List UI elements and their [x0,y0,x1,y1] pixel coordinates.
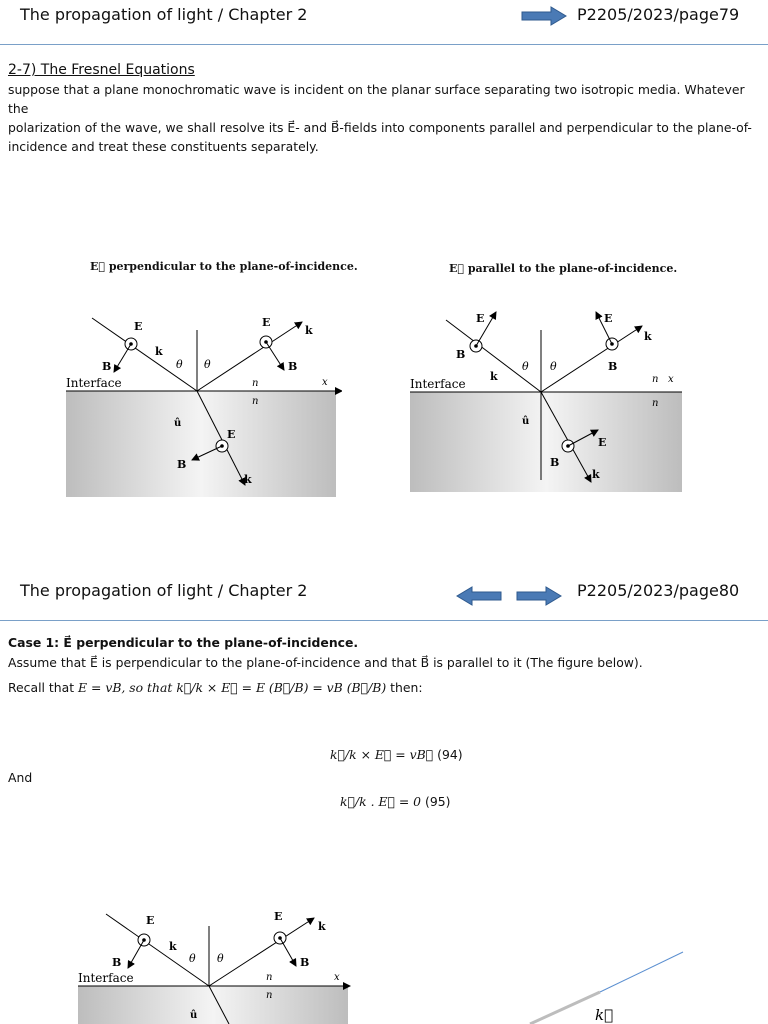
fresnel-parallel-diagram [406,300,686,500]
eq94-expression: k⃗/k × E⃗ = vB⃗ [330,747,434,762]
svg-text:k: k [644,330,652,343]
header-divider-2 [0,620,768,621]
interface-label-case1: Interface [78,971,134,985]
fig-right-caption: E⃗ parallel to the plane-of-incidence. [449,262,678,275]
recall-prefix: Recall that [8,680,79,695]
svg-text:B: B [456,348,466,361]
paragraph-line-2: polarization of the wave, we shall resolve its E⃗- and B⃗-fields into components parallel and perpendicular to the plane-of- [8,120,752,135]
svg-text:û: û [190,1010,198,1021]
equation-95 [340,792,450,811]
svg-text:θ: θ [189,952,196,965]
svg-text:E: E [604,312,613,325]
svg-text:E: E [476,312,485,325]
fig-left-caption: E⃗ perpendicular to the plane-of-incidence. [90,260,358,273]
wave-vector-sketch [470,940,700,1024]
svg-text:B: B [300,956,310,969]
svg-text:û: û [174,418,182,429]
svg-text:B: B [177,458,187,471]
svg-text:B: B [112,956,122,969]
svg-text:n: n [652,398,659,409]
svg-text:k: k [155,345,163,358]
assume-line: Assume that E⃗ is perpendicular to the plane-of-incidence and that B⃗ is parallel to it (The figure below). [8,655,643,670]
equation-94 [330,745,463,764]
svg-text:θ: θ [217,952,224,965]
k-vector-label: k⃗ [595,1006,614,1024]
svg-text:n: n [266,990,273,1001]
eq94-number: (94) [437,747,463,762]
svg-text:E: E [134,320,143,333]
case1-diagram [74,900,354,1024]
svg-text:E: E [598,436,607,449]
svg-text:n: n [252,396,259,407]
svg-text:k: k [592,468,600,481]
fresnel-perpendicular-diagram [62,300,342,500]
eq95-expression: k⃗/k . E⃗ = 0 [340,794,422,809]
svg-text:n: n [266,972,273,983]
svg-text:k: k [305,324,313,337]
paragraph-line-1: suppose that a plane monochromatic wave is incident on the planar surface separating two isotropic media. Whatever the [8,82,745,116]
svg-text:θ: θ [550,360,557,373]
svg-text:x: x [668,374,674,385]
svg-text:E: E [274,910,283,923]
svg-text:B: B [288,360,298,373]
svg-text:n: n [652,374,659,385]
next-page-arrow-icon-2[interactable] [516,586,562,606]
interface-label-right: Interface [410,377,466,391]
svg-text:n: n [252,378,259,389]
page79-code: P2205/2023/page79 [577,5,740,24]
and-label: And [8,770,33,785]
svg-text:k: k [169,940,177,953]
recall-suffix: then: [386,680,423,695]
svg-text:x: x [334,972,340,983]
eq95-number: (95) [425,794,451,809]
svg-text:E: E [262,316,271,329]
svg-text:k: k [318,920,326,933]
case-heading: Case 1: E⃗ perpendicular to the plane-of-incidence. [8,635,359,650]
interface-label-left: Interface [66,376,122,390]
page80-title: The propagation of light / Chapter 2 [20,581,308,600]
prev-page-arrow-icon[interactable] [456,586,502,606]
svg-text:û: û [522,416,530,427]
page79-title: The propagation of light / Chapter 2 [20,5,308,24]
next-page-arrow-icon[interactable] [521,6,567,26]
page80-code: P2205/2023/page80 [577,581,740,600]
svg-text:B: B [608,360,618,373]
svg-text:E: E [227,428,236,441]
svg-text:θ: θ [204,358,211,371]
section-heading: 2-7) The Fresnel Equations [8,62,195,78]
header-divider [0,44,768,45]
svg-text:k: k [244,473,252,486]
svg-text:k: k [490,370,498,383]
paragraph-line-3: incidence and treat these constituents separately. [8,139,319,154]
svg-text:B: B [102,360,112,373]
svg-text:θ: θ [522,360,529,373]
svg-text:x: x [322,377,328,388]
intro-paragraph [8,80,764,156]
svg-text:B: B [550,456,560,469]
svg-text:E: E [146,914,155,927]
recall-line [8,678,423,697]
recall-math: E = vB, so that k⃗/k × E⃗ = E (B⃗/B) = vB (B⃗/B) [78,680,387,695]
svg-text:θ: θ [176,358,183,371]
